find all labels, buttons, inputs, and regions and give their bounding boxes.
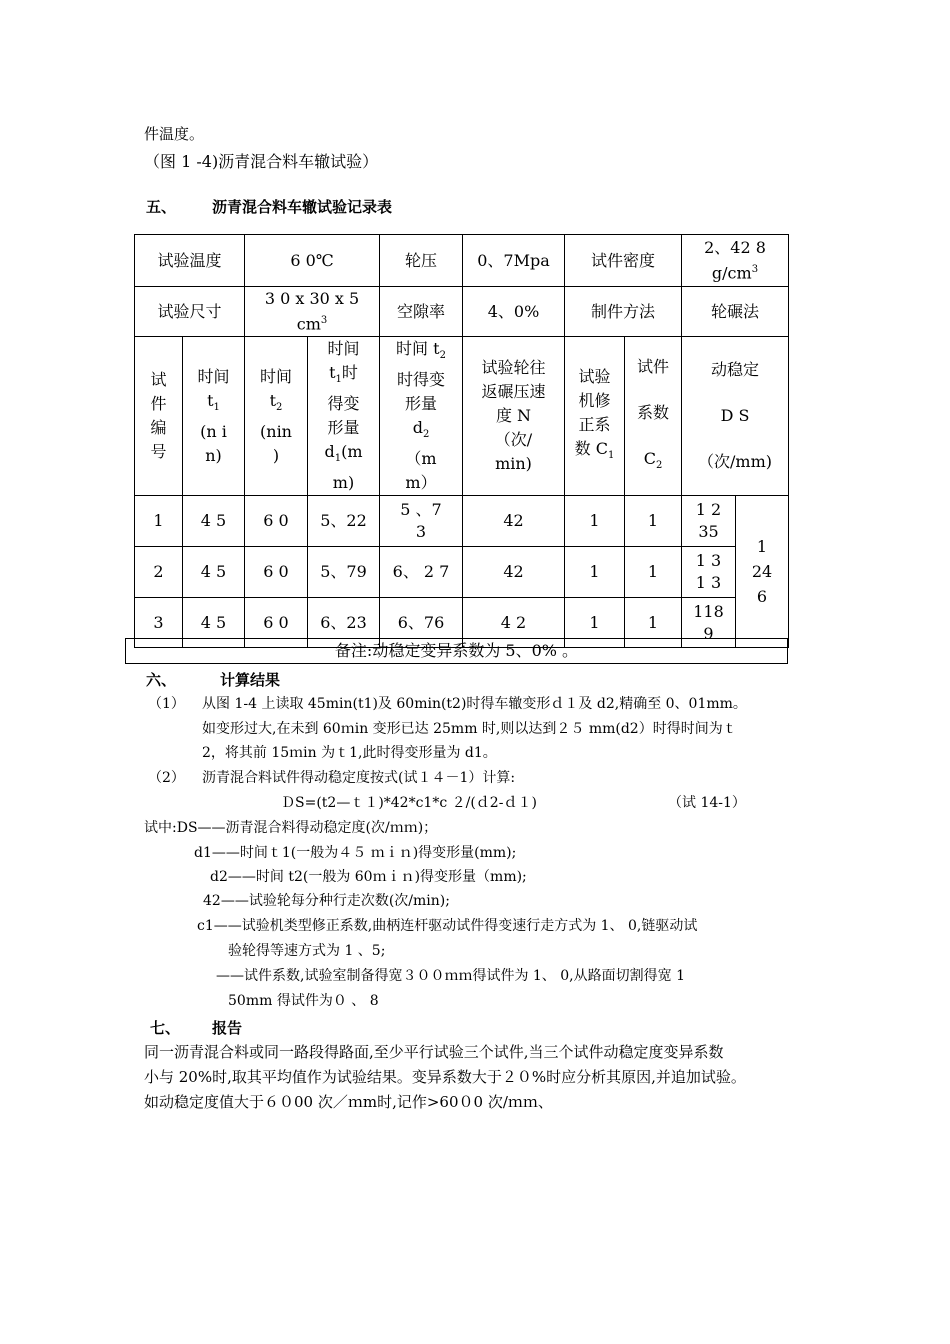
cell-t1: 4 5 — [183, 496, 245, 547]
where-c2-line2: 50mm 得试件为０ 、 8 — [228, 993, 379, 1009]
h5d-wrap — [380, 416, 462, 447]
value-wheel-pressure: 0、7Mpa — [463, 235, 565, 287]
cell-d2-a: 5 、7 — [400, 500, 442, 520]
cell-d1: 5、22 — [308, 496, 380, 547]
cell-ds-average — [736, 496, 789, 648]
label-void-ratio: 空隙率 — [380, 287, 463, 337]
section-5-title: 沥青混合料车辙试验记录表 — [212, 198, 393, 216]
table-note: 备注:动稳定变异系数为 5、0% 。 — [125, 638, 788, 664]
header-dynamic-stability — [682, 337, 789, 496]
header-deform-d1 — [308, 337, 380, 496]
rutting-test-record-table — [134, 234, 789, 648]
density-unit-sup: 3 — [751, 263, 759, 275]
h2d: n) — [205, 445, 222, 465]
h9b: D S — [720, 406, 750, 426]
cell-ds-a: 1 3 — [695, 551, 722, 571]
cell-ds-b: 9 — [703, 623, 714, 643]
density-unit — [682, 259, 788, 284]
where-c1-line1: c1——试验机类型修正系数,曲柄连杆驱动试件得变速行走方式为 1、 0,链驱动试 — [197, 918, 698, 934]
h5a-wrap — [380, 337, 462, 368]
h7d: 数 C — [574, 438, 608, 458]
value-void-ratio: 4、0% — [463, 287, 565, 337]
h2b: t — [207, 390, 214, 410]
cell-t2: 6 0 — [245, 598, 308, 648]
h2c: (n i — [200, 421, 227, 441]
h4e: 形量 — [327, 418, 360, 438]
h4c: 时 — [341, 363, 358, 382]
cell-speed: 42 — [463, 547, 565, 598]
where-d2: d2——时间 t2(一般为 60ｍｉｎ)得变形量（mm); — [210, 869, 527, 885]
where-c1-line2: 验轮得等速方式为 1 、5; — [228, 943, 386, 959]
cell-ds-b: 1 3 — [695, 573, 722, 593]
avg-c: 6 — [756, 587, 768, 607]
cell-ds — [682, 547, 736, 598]
value-specimen-size — [245, 287, 380, 337]
where-ds: 试中:DS——沥青混合料得动稳定度(次/ｍｍ)； — [144, 820, 438, 836]
header-time-t1 — [183, 337, 245, 496]
header-wheel-speed — [463, 337, 565, 496]
label-specimen-density: 试件密度 — [565, 235, 682, 287]
h6c: 度 N — [495, 406, 532, 426]
calc-p1-number: （1） — [148, 696, 185, 712]
table-row — [135, 496, 789, 547]
table-header-row — [135, 337, 789, 496]
header-specimen-no — [135, 337, 183, 496]
where-42: 42——试验轮每分种行走次数(次/min); — [203, 893, 450, 909]
cell-d2 — [380, 496, 463, 547]
report-line1: 同一沥青混合料或同一路段得路面,至少平行试验三个试件,当三个试件动稳定度变异系数 — [144, 1043, 724, 1061]
h3sub: 2 — [276, 401, 283, 413]
h5d: d — [412, 418, 423, 438]
label-test-temp: 试验温度 — [135, 235, 245, 287]
table-row-conditions-1 — [135, 235, 789, 287]
h7sub: 1 — [607, 449, 615, 461]
h4d: 得变 — [327, 394, 360, 414]
where-d1: d1——时间ｔ1(一般为４５ ｍｉｎ)得变形量(mm); — [194, 845, 517, 861]
value-prep-method: 轮碾法 — [682, 287, 789, 337]
cell-c2: 1 — [625, 547, 682, 598]
h8c-wrap — [625, 447, 681, 478]
size-value: 3 0 x 30 x 5 — [264, 288, 360, 308]
h5a: 时间 t — [396, 339, 440, 358]
value-test-temp: 6 0℃ — [245, 235, 380, 287]
cell-t1: 4 5 — [183, 547, 245, 598]
table-row-conditions-2 — [135, 287, 789, 337]
h6b: 返碾压速 — [481, 382, 546, 402]
formula-number: （试 14-1） — [668, 795, 746, 811]
cell-no: 1 — [135, 496, 183, 547]
h3c: (nin — [260, 421, 292, 441]
cell-d1: 6、23 — [308, 598, 380, 648]
h2a: 时间 — [197, 366, 230, 386]
section-6-title: 计算结果 — [220, 671, 281, 689]
label-prep-method: 制件方法 — [565, 287, 682, 337]
h4fsub: 1 — [334, 453, 342, 465]
size-unit — [245, 310, 379, 335]
cell-ds-a: 1 2 — [695, 500, 722, 520]
size-unit-sup: 3 — [320, 314, 328, 326]
calc-p1-line1: 从图 1-4 上读取 45min(t1)及 60min(t2)时得车辙变形ｄ１及 d2,精确至 0、01mm。 — [202, 696, 747, 712]
cell-no: 2 — [135, 547, 183, 598]
cell-c2: 1 — [625, 496, 682, 547]
h4sub: 1 — [335, 374, 342, 386]
h4f: d — [324, 442, 335, 462]
header-specimen-coef — [625, 337, 682, 496]
cell-c1: 1 — [565, 598, 625, 648]
report-line2: 小与 20%时,取其平均值作为试验结果。变异系数大于２０%时应分析其原因,并追加试验。 — [144, 1068, 746, 1086]
h7a: 试验 — [578, 366, 611, 386]
h4b: t — [329, 363, 336, 382]
cell-c2: 1 — [625, 598, 682, 648]
cell-ds — [682, 496, 736, 547]
avg-a: 1 — [756, 537, 768, 557]
h4a: 时间 — [327, 339, 360, 358]
h2b-wrap — [183, 389, 244, 420]
h7b: 机修 — [578, 390, 611, 410]
header-specimen-no-text: 试件编号 — [150, 370, 167, 462]
section-5-number: 五、 — [146, 198, 177, 216]
calc-p2-number: （2） — [148, 770, 185, 786]
cell-c1: 1 — [565, 547, 625, 598]
h8b: 系数 — [636, 402, 669, 422]
h8c: C — [643, 448, 656, 468]
header-deform-d2 — [380, 337, 463, 496]
figure-caption: （图 1 -4)沥青混合料车辙试验） — [144, 152, 379, 171]
continued-text: 件温度。 — [144, 125, 205, 143]
h7d-wrap — [565, 437, 624, 468]
h8sub: 2 — [655, 459, 663, 471]
h4g: (m — [341, 442, 363, 462]
section-7-number: 七、 — [150, 1019, 181, 1037]
h5e: （m — [405, 449, 437, 469]
h9c: （次/mm) — [698, 452, 772, 472]
h4h: m) — [332, 473, 355, 493]
section-7-title: 报告 — [212, 1019, 243, 1037]
h3b: t — [269, 390, 277, 410]
calc-p1-line3: 2，将其前 15ｍin 为ｔ1,此时得变形量为 d1。 — [202, 745, 497, 761]
label-specimen-size: 试验尺寸 — [135, 287, 245, 337]
cell-d2: 6、 2 7 — [380, 547, 463, 598]
cell-d1: 5、79 — [308, 547, 380, 598]
h7c: 正系 — [578, 414, 611, 434]
cell-t2: 6 0 — [245, 547, 308, 598]
density-value: 2、42 8 — [704, 237, 766, 257]
section-6-number: 六、 — [146, 671, 177, 689]
table-row — [135, 547, 789, 598]
report-line3: 如动稳定度值大于６０00 次／ｍm时,记作>60０0 次/ｍｍ、 — [144, 1093, 553, 1111]
h3b-wrap — [245, 389, 307, 420]
label-wheel-pressure: 轮压 — [380, 235, 463, 287]
h2sub: 1 — [213, 401, 220, 413]
cell-d2-b: 3 — [415, 522, 427, 542]
header-time-t2 — [245, 337, 308, 496]
cell-ds-a: 118 — [693, 601, 724, 621]
cell-d2: 6、76 — [380, 598, 463, 648]
h5c: 形量 — [404, 394, 437, 414]
where-c2-line1: ——试件系数,试验室制备得宽３００ｍｍ得试件为 1、 0,从路面切割得宽 1 — [216, 968, 685, 984]
cell-t2: 6 0 — [245, 496, 308, 547]
h5b: 时得变 — [396, 370, 445, 390]
h6e: min) — [495, 454, 532, 474]
calc-p2-line1: 沥青混合料试件得动稳定度按式(试１４－1）计算: — [202, 770, 516, 786]
size-unit-text: cm — [296, 314, 321, 334]
avg-b: 24 — [751, 562, 773, 582]
h8a: 试件 — [636, 356, 669, 376]
cell-t1: 4 5 — [183, 598, 245, 648]
h9a: 动稳定 — [710, 360, 759, 380]
h3d: ) — [272, 445, 280, 465]
calc-p1-line2: 如变形过大,在未到 60ｍin 变形已达 25mm 时,则以达到２５ mm(d2）时得时间为ｔ — [202, 721, 737, 737]
density-unit-text: g/cm — [711, 263, 752, 283]
header-machine-coef — [565, 337, 625, 496]
h4fg-wrap — [308, 440, 379, 471]
h6a: 试验轮往 — [481, 358, 546, 378]
cell-speed: 42 — [463, 496, 565, 547]
h5dsub: 2 — [422, 429, 430, 441]
cell-speed: 4 2 — [463, 598, 565, 648]
cell-ds-b: 35 — [698, 522, 719, 542]
cell-no: 3 — [135, 598, 183, 648]
formula: ＤS=(t2—ｔ１)*42*c1*c ２/(ｄ2-ｄ１) — [281, 795, 537, 811]
h3a: 时间 — [259, 366, 292, 386]
cell-c1: 1 — [565, 496, 625, 547]
value-specimen-density — [682, 235, 789, 287]
h5asub: 2 — [439, 350, 446, 362]
h4bc-wrap — [308, 361, 379, 392]
h6d: （次/ — [494, 430, 533, 450]
h5f: m） — [405, 473, 437, 493]
